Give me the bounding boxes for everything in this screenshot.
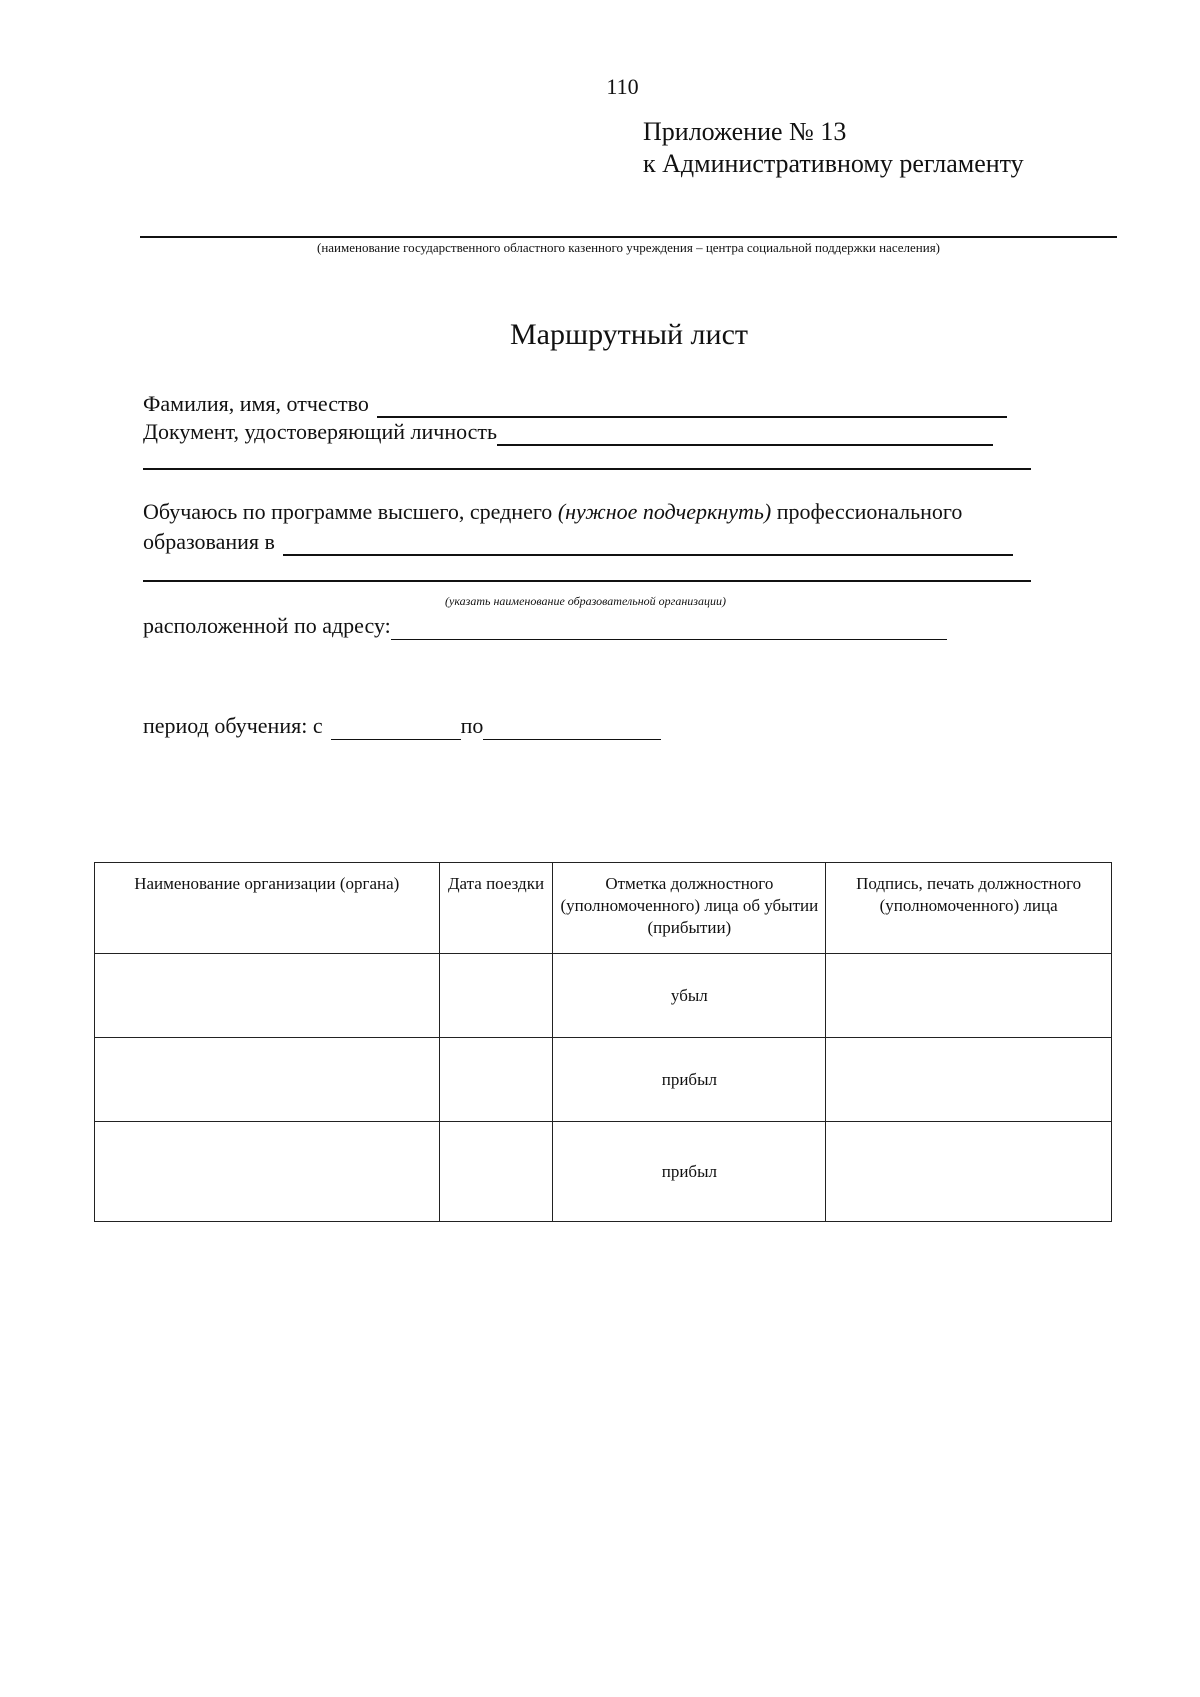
appendix-line-2: к Административному регламенту bbox=[643, 149, 1024, 178]
table-header-row bbox=[95, 863, 1112, 954]
period-row bbox=[143, 712, 661, 740]
cell-trip-date[interactable] bbox=[439, 1038, 553, 1122]
education-org-label: образования в bbox=[143, 529, 275, 554]
document-blank-line-2[interactable] bbox=[143, 468, 1031, 470]
fio-row bbox=[143, 390, 1007, 418]
table-row bbox=[95, 1122, 1112, 1222]
table-row bbox=[95, 954, 1112, 1038]
fio-label: Фамилия, имя, отчество bbox=[143, 391, 369, 416]
cell-organization[interactable] bbox=[95, 1038, 440, 1122]
education-org-row bbox=[143, 528, 1013, 556]
address-label: расположенной по адресу: bbox=[143, 613, 391, 638]
address-blank[interactable] bbox=[391, 615, 947, 640]
org-name-line bbox=[140, 236, 1117, 238]
header-organization: Наименование организации (органа) bbox=[95, 863, 440, 954]
address-row bbox=[143, 612, 947, 640]
cell-signature[interactable] bbox=[826, 1122, 1112, 1222]
education-org-caption: (указать наименование образовательной организации) bbox=[445, 594, 726, 608]
period-to-label: по bbox=[460, 713, 484, 738]
page-number: 110 bbox=[606, 74, 639, 99]
cell-organization[interactable] bbox=[95, 954, 440, 1038]
cell-signature[interactable] bbox=[826, 1038, 1112, 1122]
period-from-blank[interactable] bbox=[331, 715, 461, 740]
cell-mark: убыл bbox=[553, 954, 826, 1038]
period-to-blank[interactable] bbox=[483, 715, 661, 740]
document-blank[interactable] bbox=[497, 420, 993, 446]
route-table bbox=[94, 862, 1112, 1222]
header-departure-arrival-mark: Отметка должностного (уполномоченного) лица об убытии (прибытии) bbox=[553, 863, 826, 954]
appendix-header bbox=[643, 116, 1024, 180]
education-text-part-1: Обучаюсь по программе высшего, среднего bbox=[143, 499, 558, 524]
header-trip-date: Дата поездки bbox=[439, 863, 553, 954]
cell-trip-date[interactable] bbox=[439, 1122, 553, 1222]
education-program-text bbox=[143, 498, 962, 526]
education-org-blank-line-2[interactable] bbox=[143, 580, 1031, 582]
appendix-line-1: Приложение № 13 bbox=[643, 117, 847, 146]
education-note: (нужное подчеркнуть) bbox=[557, 499, 772, 524]
document-title: Маршрутный лист bbox=[509, 318, 749, 351]
cell-mark: прибыл bbox=[553, 1038, 826, 1122]
cell-mark: прибыл bbox=[553, 1122, 826, 1222]
cell-trip-date[interactable] bbox=[439, 954, 553, 1038]
education-text-part-2: профессионального bbox=[771, 499, 963, 524]
document-row bbox=[143, 418, 993, 446]
org-name-caption: (наименование государственного областного казенного учреждения – центра социальной поддержки населения) bbox=[316, 240, 941, 255]
period-from-label: период обучения: с bbox=[143, 713, 323, 738]
cell-organization[interactable] bbox=[95, 1122, 440, 1222]
table-row bbox=[95, 1038, 1112, 1122]
cell-signature[interactable] bbox=[826, 954, 1112, 1038]
document-label: Документ, удостоверяющий личность bbox=[143, 419, 498, 444]
header-signature-stamp: Подпись, печать должностного (уполномоченного) лица bbox=[826, 863, 1112, 954]
education-org-blank[interactable] bbox=[283, 530, 1013, 556]
fio-blank[interactable] bbox=[377, 392, 1007, 418]
